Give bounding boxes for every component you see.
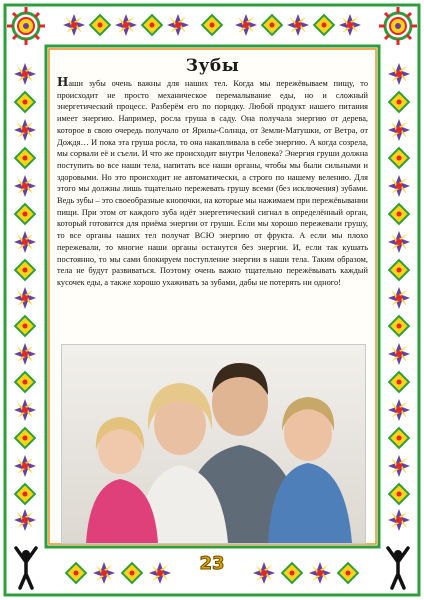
page-title: Зубы <box>185 56 240 76</box>
page-number: 23 <box>199 553 225 574</box>
paragraph-text: аши зубы очень важны для наших тел. Когда мы пережёвываем пищу, то происходит не просто механическое перемалывание еды, но и сложный энергетический процесс. Разберём его по порядку. Любой продукт нашего питания имеет энергию. Например, росла груша в саду. Она получала энергию от дерева, которое в свою очередь получало от Ярилы-Солнца, от Земли-Матушки, от Ветра, от Дождя… И пока эта груша росла, то она накапливала в себе энергию. А когда созрела, мы сорвали её и съели. И что же происходит внутри Человека? Энергия груши должна поступить во все наши тела, напитать все наши органы, чтобы мы были сильными и здоровыми. Но это происходит не автоматически, а строго по нашему велению. Для этого мы должны лишь тщательно пережевать грушу всеми (без исключения) зубами. Ведь зубы – это своеобразные кнопочки, на которые мы нажимаем при пережёвывании пищи. При этом от каждого зуба идёт энергетический сигнал в определённый орган, который готовится для приёма энергии от груши. Если мы хорошо пережевали грушу, то все органы наших тел получат ВСЮ энергию от фрукта. А если мы плохо пережевали, то многие наши органы останутся без энергии. И, если так кушать постоянно, то мы сами блокируем поступление энергии в наши тела. Таким образом, тела не будут развиваться. Поэтому очень важно тщательно пережёвывать каждый кусочек еды, а также хорошо ухаживать за зубами, дабы не потерять ни одного! <box>57 79 368 287</box>
person-arms-raised-icon <box>16 548 36 588</box>
drop-cap: Н <box>57 75 69 89</box>
person-arms-raised-icon <box>388 548 408 588</box>
article-paragraph <box>57 77 368 289</box>
family-photo <box>61 344 366 544</box>
sun-ornament-icon <box>7 7 45 45</box>
sun-ornament-icon <box>379 7 417 45</box>
